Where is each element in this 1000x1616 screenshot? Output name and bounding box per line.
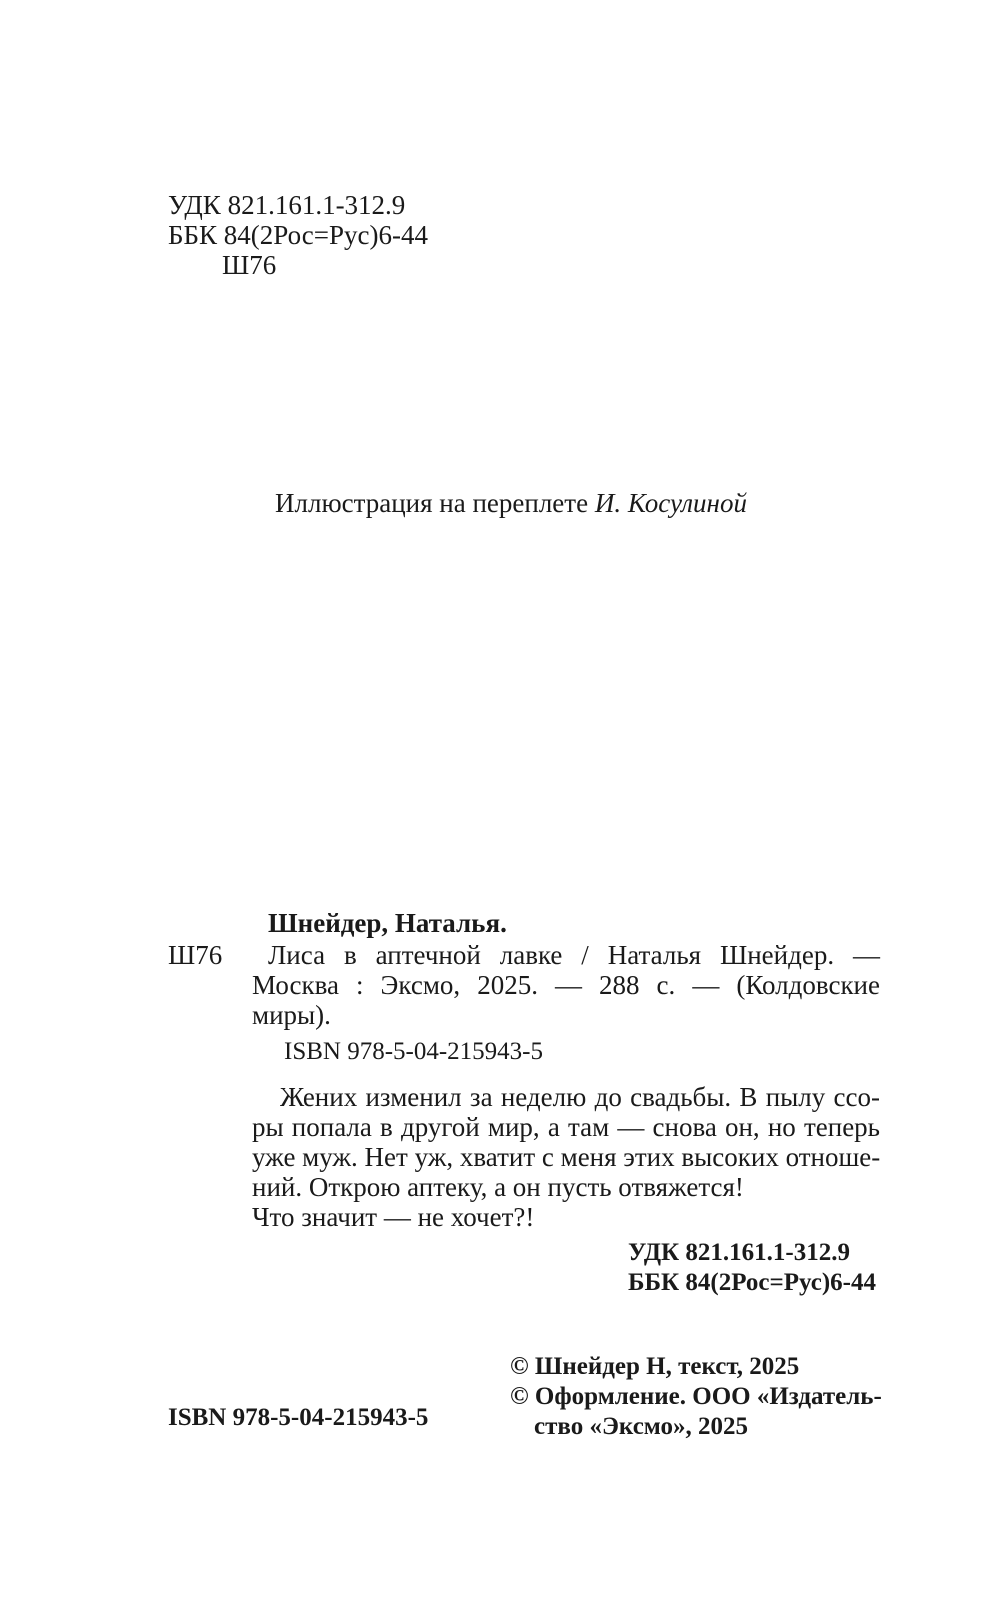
description-line: Лиса в аптечной лавке / Наталья Шнейдер. — [268,940,880,970]
record-udk: УДК 821.161.1-312.9 [628,1239,850,1266]
illustration-artist: И. Косулиной [594,488,747,518]
annotation-line: Что значит — не хочет?! [252,1202,535,1232]
top-bbk: ББК 84(2Рос=Рус)6-44 [168,220,428,250]
annotation-line: Жених изменил за неделю до свадьбы. В пылу ссо- [280,1082,880,1112]
annotation-line: уже муж. Нет уж, хватит с меня этих высоких отноше- [252,1142,881,1172]
copyright-line: © Шнейдер Н, текст, 2025 [510,1353,800,1380]
copyright-line: ство «Эксмо», 2025 [534,1413,748,1440]
illustration-credit [275,488,747,518]
top-udk: УДК 821.161.1-312.9 [168,190,406,220]
illustration-prefix: Иллюстрация на переплете [275,488,589,518]
top-author-sign: Ш76 [222,250,277,280]
record-bbk: ББК 84(2Рос=Рус)6-44 [628,1269,876,1296]
annotation-line: ний. Открою аптеку, а он пусть отвяжется! [252,1172,744,1202]
record-description-cont [252,970,880,1030]
description-line: Москва : Эксмо, 2025. — 288 с. — (Колдовские [252,970,880,1000]
annotation-line: ры попала в другой мир, а там — снова он, но теперь [252,1112,880,1142]
record-author-heading: Шнейдер, Наталья. [268,908,507,938]
description-line: миры). [252,1000,331,1030]
record-annotation [252,1082,880,1232]
record-author-sign: Ш76 [168,940,223,970]
record-isbn: ISBN 978-5-04-215943-5 [284,1038,544,1065]
footer-isbn: ISBN 978-5-04-215943-5 [168,1404,429,1431]
copyright-block [510,1352,890,1442]
copyright-line: © Оформление. ООО «Издатель- [510,1383,882,1410]
record-description [268,940,880,970]
